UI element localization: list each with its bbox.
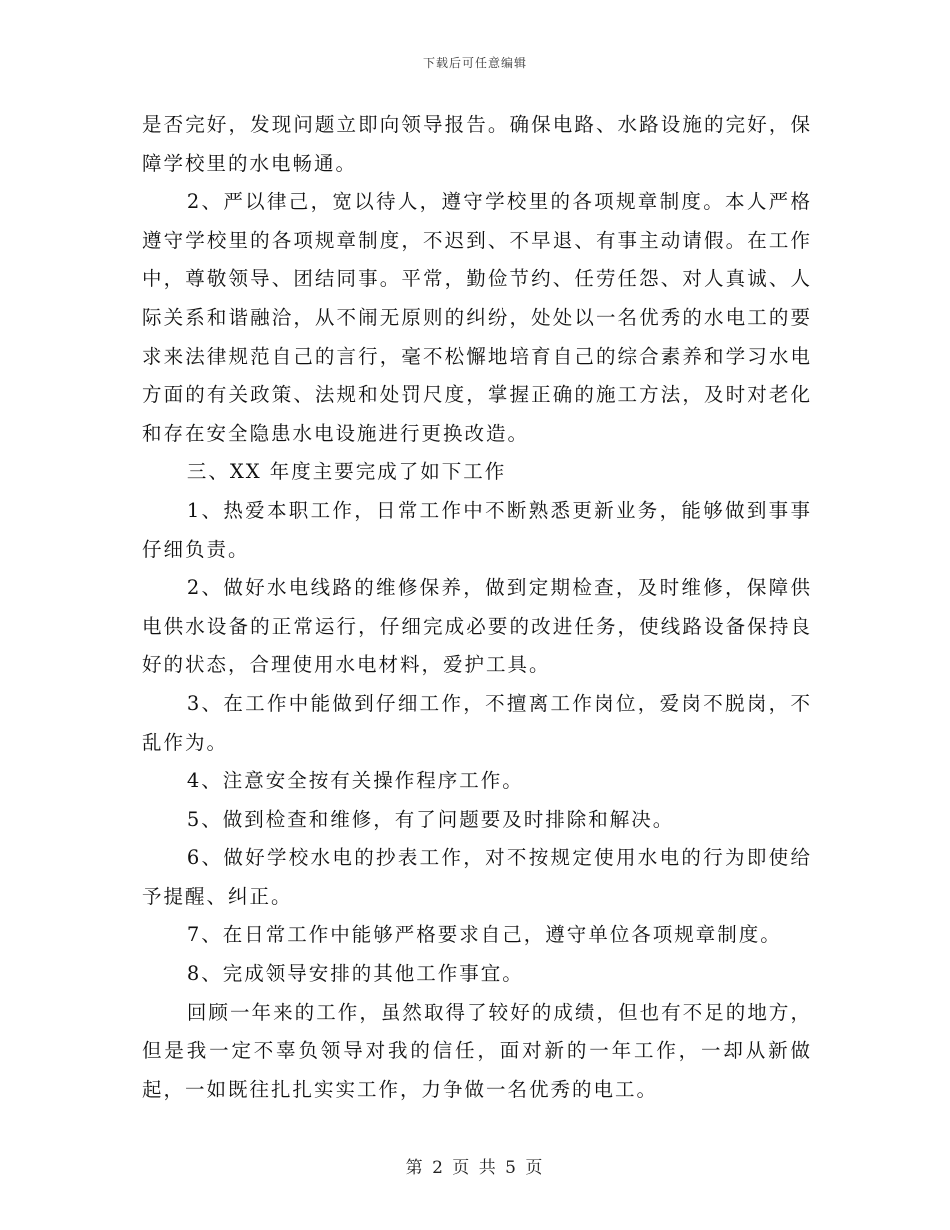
paragraph-review: 回顾一年来的工作，虽然取得了较好的成绩，但也有不足的地方，但是我一定不辜负领导对我的信任，面对新的一年工作，一却从新做起，一如既往扎扎实实工作，力争做一名优秀的电工。 bbox=[142, 1000, 812, 1101]
list-item-5: 5、做到检查和维修，有了问题要及时排除和解决。 bbox=[186, 807, 675, 831]
list-item-4: 4、注意安全按有关操作程序工作。 bbox=[186, 769, 524, 793]
paragraph-self-discipline: 2、严以律己，宽以待人，遵守学校里的各项规章制度。本人严格遵守学校里的各项规章制度，不迟到、不早退、有事主动请假。在工作中，尊敬领导、团结同事。平常，勤俭节约、任劳任怨、对人真诚、人际关系和谐融洽，从不闹无原则的纠纷，处处以一名优秀的水电工的要求来法律规范自己的言行，毫不松懈地培育自己的综合素养和学习水电方面的有关政策、法规和处罚尺度，掌握正确的施工方法，及时对老化和存在安全隐患水电设施进行更换改造。 bbox=[142, 190, 812, 445]
list-item-2: 2、做好水电线路的维修保养，做到定期检查，及时维修，保障供电供水设备的正常运行，仔细完成必要的改进任务，使线路设备保持良好的状态，合理使用水电材料，爱护工具。 bbox=[142, 576, 812, 677]
list-item-8: 8、完成领导安排的其他工作事宜。 bbox=[186, 962, 524, 986]
list-item-1: 1、热爱本职工作，日常工作中不断熟悉更新业务，能够做到事事仔细负责。 bbox=[142, 498, 812, 561]
list-item-7: 7、在日常工作中能够严格要求自己，遵守单位各项规章制度。 bbox=[186, 923, 782, 947]
list-item-6: 6、做好学校水电的抄表工作，对不按规定使用水电的行为即使给予提醒、纠正。 bbox=[142, 846, 812, 908]
paragraph-continuation: 是否完好，发现问题立即向领导报告。确保电路、水路设施的完好，保障学校里的水电畅通。 bbox=[142, 113, 812, 175]
page-number: 第 2 页 共 5 页 bbox=[405, 1158, 545, 1178]
section-heading-annual-work: 三、XX 年度主要完成了如下工作 bbox=[186, 460, 507, 484]
header-note: 下载后可任意编辑 bbox=[422, 56, 527, 70]
document-body bbox=[142, 106, 812, 1109]
list-item-3: 3、在工作中能做到仔细工作，不擅离工作岗位，爱岗不脱岗，不乱作为。 bbox=[142, 691, 812, 754]
